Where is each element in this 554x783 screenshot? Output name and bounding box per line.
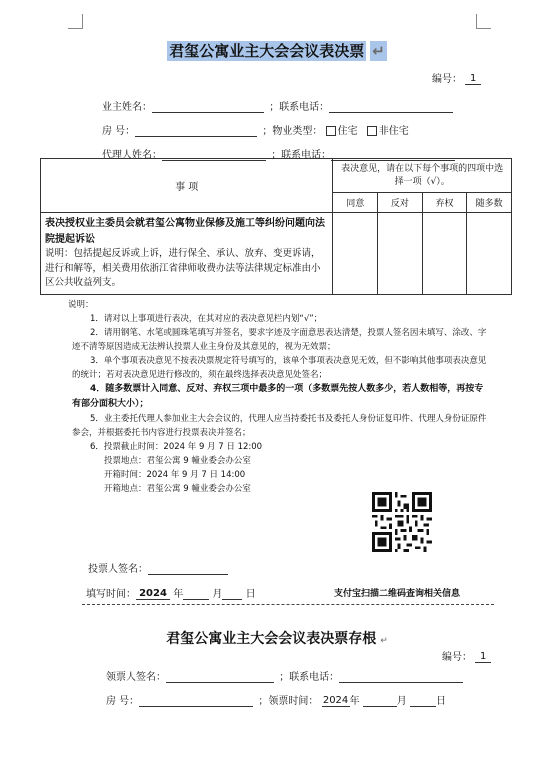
- owner-name-field[interactable]: [152, 101, 264, 113]
- alipay-hint: 支付宝扫描二维码查询相关信息: [334, 589, 461, 599]
- option-abstain: 弃权: [422, 193, 467, 213]
- note-1: 1．请对以上事项进行表决，在其对应的表决意见栏内划“√”；: [90, 314, 323, 325]
- fill-year[interactable]: 2024: [136, 588, 170, 600]
- open-place: 开箱地点：君玺公寓 9 幢业委会办公室: [104, 483, 251, 494]
- fill-time-label: 填写时间：: [86, 589, 136, 600]
- month-unit: 月: [212, 589, 223, 600]
- paragraph-mark-icon: ↵: [380, 636, 388, 646]
- ballot-number-label: 编号：: [432, 74, 462, 85]
- stub-day-unit: 日: [435, 696, 446, 707]
- notes-heading: 说明：: [68, 300, 94, 310]
- vote-cell-follow-majority[interactable]: [467, 213, 512, 295]
- vote-cell-agree[interactable]: [333, 213, 378, 295]
- stub-year-unit: 年: [349, 696, 360, 707]
- note-5: 5．业主委托代理人参加业主大会会议的，代理人应当持委托书及委托人身份证复印件、代理人身份证原件参会，并根据委托书内容进行投票表决并签名；: [72, 413, 487, 438]
- residential-option-label: 住宅: [337, 126, 358, 137]
- agent-name-label: 代理人姓名：: [102, 150, 162, 161]
- voter-sign-row: [88, 560, 228, 575]
- stub-phone-label: 联系电话：: [289, 672, 340, 683]
- day-unit: 日: [245, 589, 256, 600]
- stub-receive-time-label: 领票时间：: [268, 696, 319, 707]
- option-agree: 同意: [333, 193, 378, 213]
- stub-receiver-row: [106, 668, 463, 683]
- crop-mark-top-right: [476, 14, 491, 29]
- stub-title-text: 君玺公寓业主大会会议表决票存根: [166, 631, 377, 647]
- stub-room-field[interactable]: [139, 695, 253, 707]
- stub-month-unit: 月: [396, 696, 407, 707]
- option-follow-majority: 随多数: [467, 193, 512, 213]
- stub-room-row: [106, 692, 446, 707]
- fill-day-field[interactable]: [222, 588, 242, 600]
- property-type-label: 物业类型：: [272, 126, 323, 137]
- open-time: 开箱时间：2024 年 9 月 7 日 14:00: [104, 469, 246, 480]
- stub-room-label: 房 号：: [106, 696, 140, 707]
- owner-name-label: 业主姓名：: [102, 102, 152, 113]
- qr-code-icon: [372, 492, 432, 552]
- vote-cell-abstain[interactable]: [422, 213, 467, 295]
- note-3: 3．单个事项表决意见不按表决票规定符号填写的，该单个事项表决意见无效，但不影响其他事项表决意见的统计；若对表决意见进行修改的，须在最终选择表决意见处签名；: [72, 356, 487, 381]
- item-title: 表决授权业主委员会就君玺公寓物业保修及施工等纠纷问题向法院提起诉讼: [45, 218, 325, 245]
- residential-checkbox[interactable]: [326, 126, 336, 136]
- note-6: 6．投票截止时间：2024 年 9 月 7 日 12:00: [90, 441, 263, 452]
- item-header: 事 项: [41, 159, 333, 213]
- stub-phone-field[interactable]: [339, 671, 463, 683]
- phone-field[interactable]: [329, 101, 453, 113]
- stub-number-value[interactable]: 1: [475, 651, 491, 663]
- ballot-number-value[interactable]: 1: [465, 73, 481, 85]
- vote-header: 表决意见，请在以下每个事项的四项中选择一项（√）。: [333, 159, 512, 193]
- separator: ；: [269, 102, 280, 113]
- fill-time-row: [86, 585, 256, 600]
- stub-year[interactable]: 2024: [322, 695, 349, 706]
- stub-number: [442, 648, 491, 663]
- stub-month-field[interactable]: [363, 695, 397, 707]
- option-oppose: 反对: [378, 193, 423, 213]
- item-detail: 说明：包括提起反诉或上诉，进行保全、承认、放弃、变更诉请，进行和解等，相关费用依浙江省律师收费办法等法律规定标准由小区公共收益列支。: [45, 248, 321, 289]
- separator: ；: [258, 696, 269, 707]
- stub-title: [0, 628, 554, 648]
- voter-sign-label: 投票人签名：: [88, 564, 148, 575]
- note-2: 2．请用钢笔、水笔或圆珠笔填写并签名，要求字迹及字面意思表达清楚，投票人签名因未填写、涂改、字迹不清等原因造成无法辨认投票人业主身份及其意见的，视为无效票；: [72, 328, 487, 353]
- stub-receiver-field[interactable]: [166, 671, 274, 683]
- agent-phone-label: 联系电话：: [281, 150, 332, 161]
- fill-month-field[interactable]: [183, 588, 209, 600]
- notes-section: [68, 298, 492, 496]
- vote-cell-oppose[interactable]: [378, 213, 423, 295]
- ballot-title-text: 君玺公寓业主大会会议表决票: [169, 42, 365, 60]
- ballot-number: [432, 70, 481, 85]
- room-row: [102, 122, 409, 137]
- note-4: 4．随多数票计入同意、反对、弃权三项中最多的一项（多数票先按人数多少，若人数相等，再按专有部分面积大小）；: [72, 384, 484, 409]
- crop-mark-top-left: [68, 14, 83, 29]
- separator: ；: [279, 672, 290, 683]
- ballot-title: [0, 40, 554, 61]
- non-residential-option-label: 非住宅: [378, 126, 409, 137]
- stub-receiver-label: 领票人签名：: [106, 672, 166, 683]
- separator: ；: [262, 126, 273, 137]
- room-field[interactable]: [135, 125, 257, 137]
- separator: ；: [271, 150, 282, 161]
- stub-number-label: 编号：: [442, 652, 472, 663]
- voter-sign-field[interactable]: [148, 563, 228, 575]
- paragraph-mark-icon: ↵: [372, 42, 385, 60]
- cut-line: [82, 604, 494, 605]
- item-description: [41, 213, 333, 295]
- stub-day-field[interactable]: [410, 695, 436, 707]
- vote-table: [40, 158, 512, 295]
- phone-label: 联系电话：: [279, 102, 330, 113]
- room-label: 房 号：: [102, 126, 136, 137]
- owner-name-row: [102, 98, 453, 113]
- non-residential-checkbox[interactable]: [367, 126, 377, 136]
- year-unit: 年: [173, 589, 184, 600]
- vote-place: 投票地点：君玺公寓 9 幢业委会办公室: [104, 455, 251, 466]
